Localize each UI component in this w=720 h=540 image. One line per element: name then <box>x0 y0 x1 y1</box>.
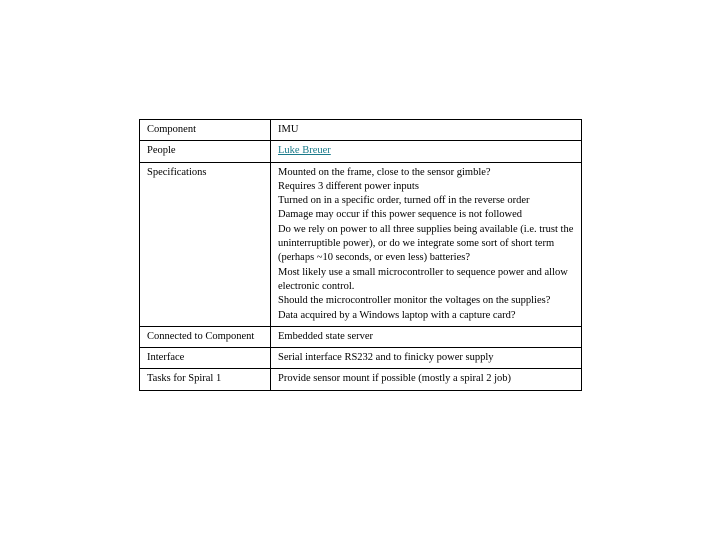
spec-line: Most likely use a small microcontroller to sequence power and allow electronic control. <box>278 266 568 292</box>
connected-value: Embedded state server <box>271 326 582 347</box>
spec-line: Do we rely on power to all three supplies being available (i.e. trust the uninterruptible power), or do we integrate some sort of short term (perhaps ~10 seconds, or even less) batteries? <box>278 223 574 264</box>
component-label: Component <box>140 120 271 141</box>
specifications-cell <box>271 162 582 326</box>
people-cell <box>271 141 582 162</box>
table-row-component <box>140 120 582 141</box>
table-row-connected <box>140 326 582 347</box>
spec-line: Should the microcontroller monitor the voltages on the supplies? <box>278 295 551 307</box>
spec-line: Data acquired by a Windows laptop with a capture card? <box>278 309 516 321</box>
tasks-value: Provide sensor mount if possible (mostly a spiral 2 job) <box>271 369 582 390</box>
spec-line: Turned on in a specific order, turned off in the reverse order <box>278 195 530 207</box>
specifications-label: Specifications <box>140 162 271 326</box>
spec-line: Damage may occur if this power sequence is not followed <box>278 209 523 221</box>
table-row-specifications <box>140 162 582 326</box>
table-row-people <box>140 141 582 162</box>
table-row-tasks <box>140 369 582 390</box>
interface-label: Interface <box>140 348 271 369</box>
spec-line: Mounted on the frame, close to the sensor gimble? <box>278 166 491 178</box>
interface-value: Serial interface RS232 and to finicky power supply <box>271 348 582 369</box>
connected-label: Connected to Component <box>140 326 271 347</box>
table-row-interface <box>140 348 582 369</box>
spec-line: Requires 3 different power inputs <box>278 180 419 192</box>
component-value: IMU <box>271 120 582 141</box>
people-link[interactable]: Luke Breuer <box>278 145 331 157</box>
tasks-label: Tasks for Spiral 1 <box>140 369 271 390</box>
component-spec-table <box>139 119 582 391</box>
people-label: People <box>140 141 271 162</box>
